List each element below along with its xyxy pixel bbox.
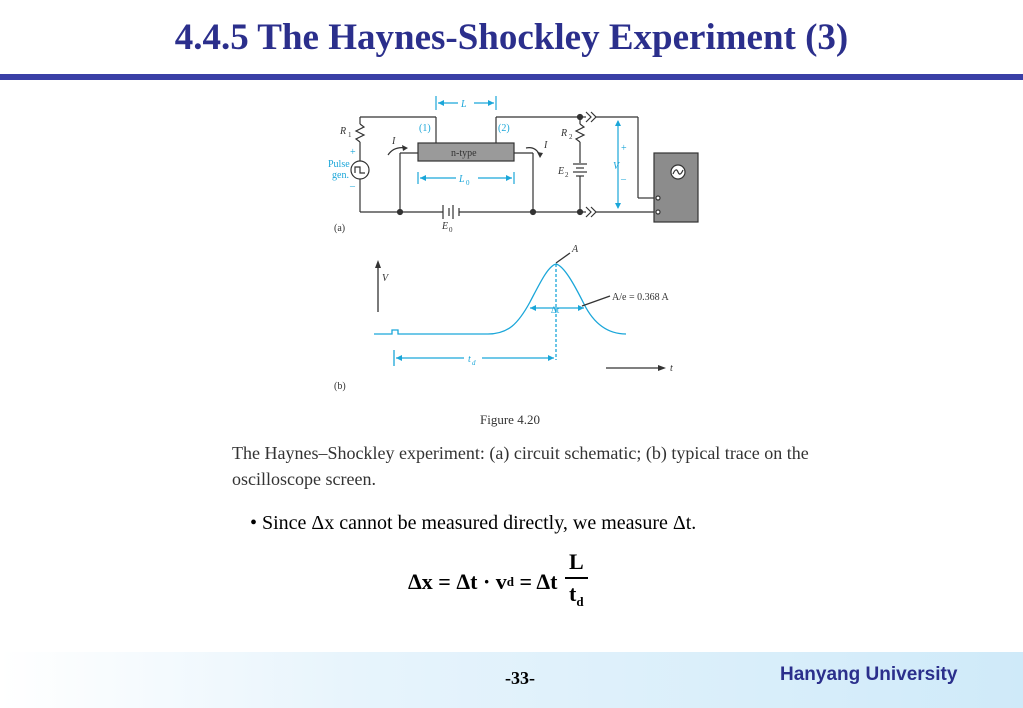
- label-E2: E: [558, 166, 565, 177]
- label-td: t: [468, 354, 471, 365]
- haynes-shockley-figure: [318, 88, 718, 423]
- circuit-schematic: [351, 96, 698, 222]
- label-minus-2: –: [621, 174, 626, 185]
- drift-equation: [408, 550, 588, 614]
- label-R1: R: [340, 126, 347, 137]
- equation-mid: = Δt: [514, 569, 563, 594]
- fraction-denominator: [565, 579, 588, 615]
- label-plus-1: +: [350, 147, 356, 158]
- denominator-text: t: [569, 581, 577, 606]
- label-A-over-e: A/e = 0.368 A: [612, 292, 669, 303]
- label-A: A: [572, 244, 579, 255]
- slide-title: 4.4.5 The Haynes-Shockley Experiment (3): [174, 17, 849, 58]
- trace-labels: [334, 244, 673, 392]
- label-E0-sub: 0: [449, 226, 453, 234]
- label-probe-1: (1): [419, 123, 431, 134]
- label-part-b: (b): [334, 381, 346, 392]
- institution-name: Hanyang University: [780, 664, 958, 685]
- bullet-text: • Since Δx cannot be measured directly, we measure Δt.: [250, 512, 697, 534]
- label-E2-sub: 2: [565, 171, 569, 179]
- label-R2: R: [561, 128, 568, 139]
- figure-caption: The Haynes–Shockley experiment: (a) circuit schematic; (b) typical trace on the oscilloscope screen.: [232, 443, 809, 489]
- equation-lhs: Δx = Δt · v: [408, 569, 507, 594]
- title-divider: [0, 74, 1023, 80]
- label-L0: L: [459, 174, 465, 185]
- equation-lhs-sub: d: [506, 574, 515, 589]
- label-probe-2: (2): [498, 123, 510, 134]
- page-number: -33-: [505, 668, 535, 688]
- label-gen: gen.: [332, 170, 349, 181]
- label-n-type: n-type: [451, 148, 477, 159]
- label-L: L: [461, 99, 467, 110]
- figure-number: Figure 4.20: [480, 412, 540, 427]
- label-delta-t: Δt: [551, 305, 560, 315]
- label-I-right: I: [544, 140, 548, 151]
- label-td-sub: d: [472, 359, 476, 367]
- label-R2-sub: 2: [569, 133, 573, 141]
- label-plus-2: +: [621, 143, 627, 154]
- label-minus-1: –: [350, 181, 355, 192]
- label-E0: E: [442, 221, 449, 232]
- label-t-axis: t: [670, 363, 673, 374]
- equation-fraction: [565, 549, 588, 615]
- fraction-numerator: L: [565, 549, 588, 579]
- label-V-axis: V: [382, 273, 389, 284]
- oscilloscope-trace: [374, 253, 666, 371]
- label-part-a: (a): [334, 223, 346, 234]
- label-pulse: Pulse: [328, 159, 350, 170]
- label-R1-sub: 1: [348, 131, 352, 139]
- label-I-left: I: [392, 136, 396, 147]
- label-L0-sub: 0: [466, 179, 470, 187]
- denominator-sub: d: [576, 594, 584, 609]
- label-V: V: [613, 161, 620, 172]
